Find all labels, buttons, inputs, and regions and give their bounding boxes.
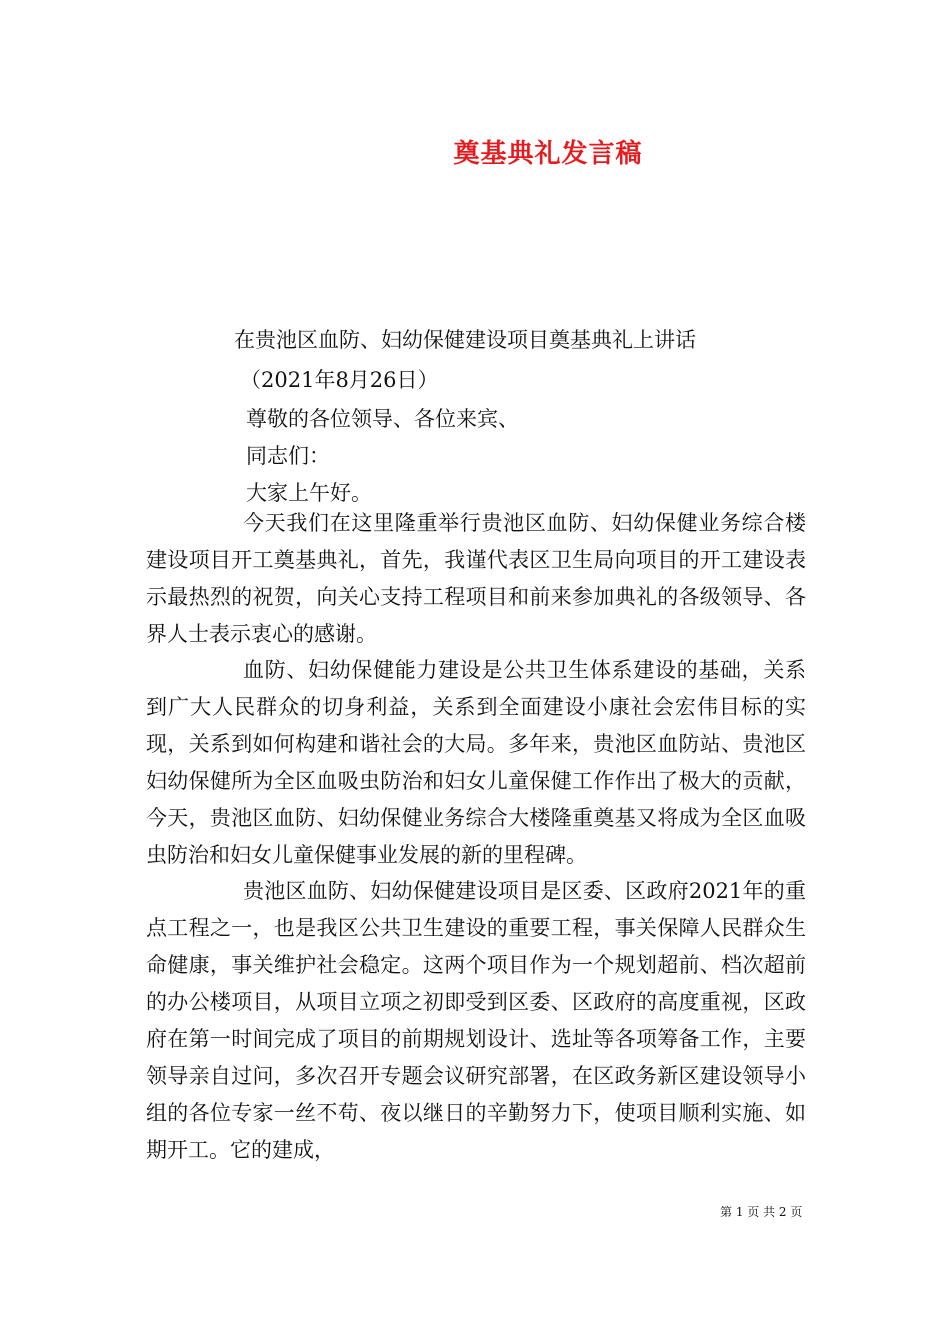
body-paragraph-1: 今天我们在这里隆重举行贵池区血防、妇幼保健业务综合楼建设项目开工奠基典礼，首先，我谨代表区卫生局向项目的开工建设表示最热烈的祝贺，向关心支持工程项目和前来参加典礼的各级领导、各界人士表示衷心的感谢。: [146, 511, 806, 646]
greeting: 大家上午好。: [246, 481, 372, 505]
document-title: 奠基典礼发言稿: [453, 139, 643, 169]
body-paragraph-3: 贵池区血防、妇幼保健建设项目是区委、区政府2021年的重点工程之一，也是我区公共卫生建设的重要工程，事关保障人民群众生命健康，事关维护社会稳定。这两个项目作为一个规划超前、档次超前的办公楼项目，从项目立项之初即受到区委、区政府的高度重视，区政府在第一时间完成了项目的前期规划设计、选址等各项筹备工作，主要领导亲自过问，多次召开专题会议研究部署，在区政务新区建设领导小组的各位专家一丝不苟、夜以继日的辛勤努力下，使项目顺利实施、如期开工。它的建成，: [146, 879, 806, 1162]
salutation-line-2: 同志们：: [246, 444, 330, 468]
page-footer: 第 1 页 共 2 页: [720, 1205, 803, 1219]
speech-date: （2021年8月26日）: [240, 368, 439, 392]
salutation-line-1: 尊敬的各位领导、各位来宾、: [246, 407, 519, 431]
speech-title: 在贵池区血防、妇幼保健建设项目奠基典礼上讲话: [234, 328, 696, 352]
body-paragraph-2: 血防、妇幼保健能力建设是公共卫生体系建设的基础，关系到广大人民群众的切身利益，关系到全面建设小康社会宏伟目标的实现，关系到如何构建和谐社会的大局。多年来，贵池区血防站、贵池区妇幼保健所为全区血吸虫防治和妇女儿童保健工作作出了极大的贡献，今天，贵池区血防、妇幼保健业务综合大楼隆重奠基又将成为全区血吸虫防治和妇女儿童保健事业发展的新的里程碑。: [146, 658, 806, 867]
